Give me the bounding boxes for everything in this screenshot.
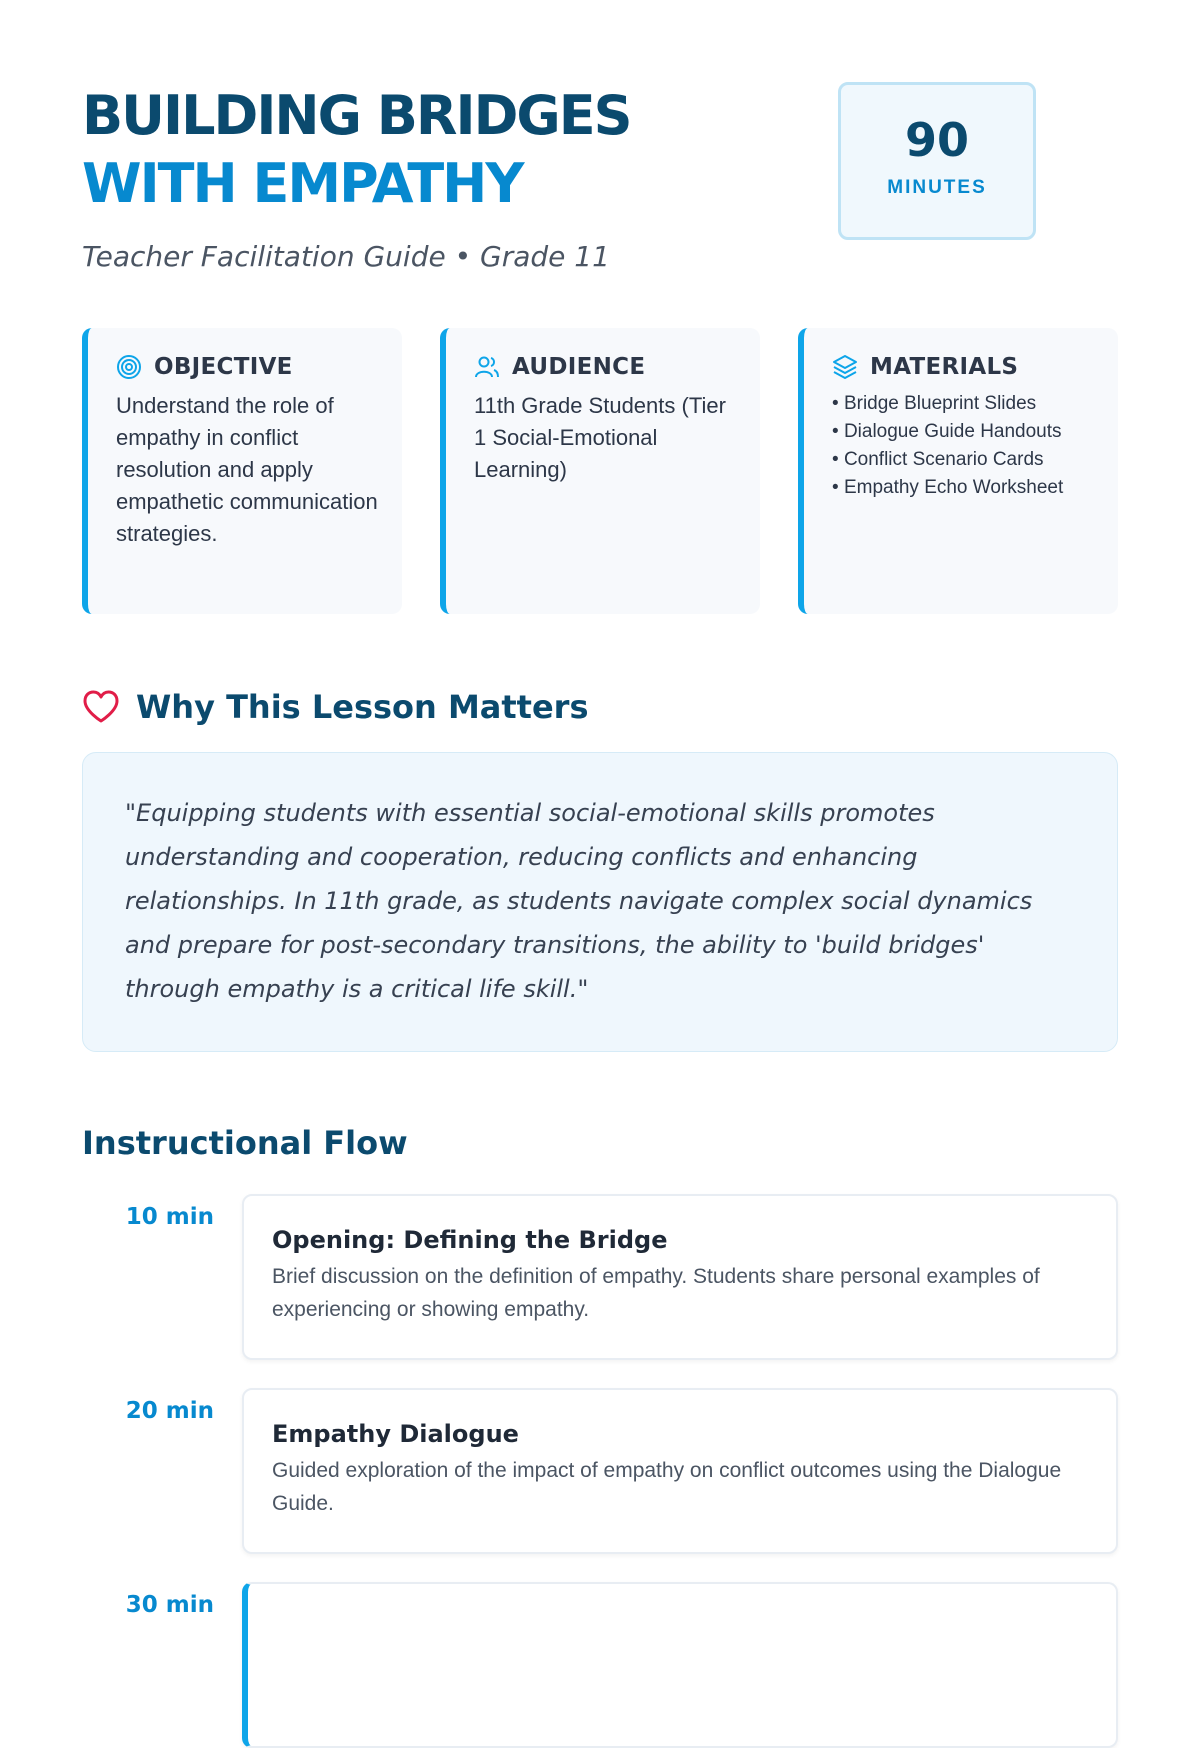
objective-card <box>82 328 402 614</box>
flow-step-time: 10 min <box>125 1204 214 1230</box>
materials-item: • Dialogue Guide Handouts <box>832 418 1096 446</box>
audience-body: 11th Grade Students (Tier 1 Social-Emotional Learning) <box>474 393 726 482</box>
flow-step-card <box>242 1194 1118 1360</box>
flow-step <box>82 1194 1118 1360</box>
why-quote: "Equipping students with essential social-emotional skills promotes understanding and cooperation, reducing conflicts and enhancing relationships. In 11th grade, as students navigate complex social dynamics and prepare for post-secondary transitions, the ability to 'build bridges' through empathy is a critical life skill." <box>125 799 1033 1003</box>
flow-step-title: Empathy Dialogue <box>272 1420 519 1448</box>
flow-step-card <box>242 1582 1118 1748</box>
why-section-header <box>82 688 1118 726</box>
materials-card-header <box>832 354 1096 380</box>
header <box>82 0 1118 300</box>
flow-step-desc: Guided exploration of the impact of empathy on conflict outcomes using the Dialogue Guide. <box>272 1459 1062 1515</box>
materials-item: • Empathy Echo Worksheet <box>832 474 1096 502</box>
audience-card <box>440 328 760 614</box>
duration-badge <box>838 82 1036 240</box>
objective-card-header <box>116 354 380 380</box>
flow-step <box>82 1582 1118 1748</box>
layers-icon <box>832 354 858 380</box>
target-icon <box>116 354 142 380</box>
flow-step-desc: Brief discussion on the definition of empathy. Students share personal examples of experiencing or showing empathy. <box>272 1265 1040 1321</box>
heart-icon <box>82 690 120 724</box>
title-line-1: BUILDING BRIDGES <box>82 84 631 147</box>
flow-step-time: 30 min <box>125 1592 214 1618</box>
duration-unit: MINUTES <box>887 177 987 198</box>
flow-step <box>82 1388 1118 1554</box>
why-title: Why This Lesson Matters <box>136 688 589 726</box>
flow-step-time: 20 min <box>125 1398 214 1424</box>
title-line-2: WITH EMPATHY <box>82 152 523 215</box>
audience-card-header <box>474 354 738 380</box>
flow-title: Instructional Flow <box>82 1124 408 1162</box>
duration-value: 90 <box>904 113 969 167</box>
flow-step-title: Opening: Defining the Bridge <box>272 1226 668 1254</box>
users-icon <box>474 354 500 380</box>
materials-list <box>832 390 1096 502</box>
flow-list <box>82 1194 1118 1748</box>
objective-body: Understand the role of empathy in conflict resolution and apply empathetic communication strategies. <box>116 393 378 546</box>
objective-title: OBJECTIVE <box>154 354 293 380</box>
info-cards <box>82 328 1118 614</box>
audience-title: AUDIENCE <box>512 354 646 380</box>
why-quote-box <box>82 752 1118 1052</box>
materials-item: • Bridge Blueprint Slides <box>832 390 1096 418</box>
materials-item: • Conflict Scenario Cards <box>832 446 1096 474</box>
subtitle: Teacher Facilitation Guide • Grade 11 <box>82 240 610 273</box>
materials-card <box>798 328 1118 614</box>
flow-step-card <box>242 1388 1118 1554</box>
materials-title: MATERIALS <box>870 354 1019 380</box>
